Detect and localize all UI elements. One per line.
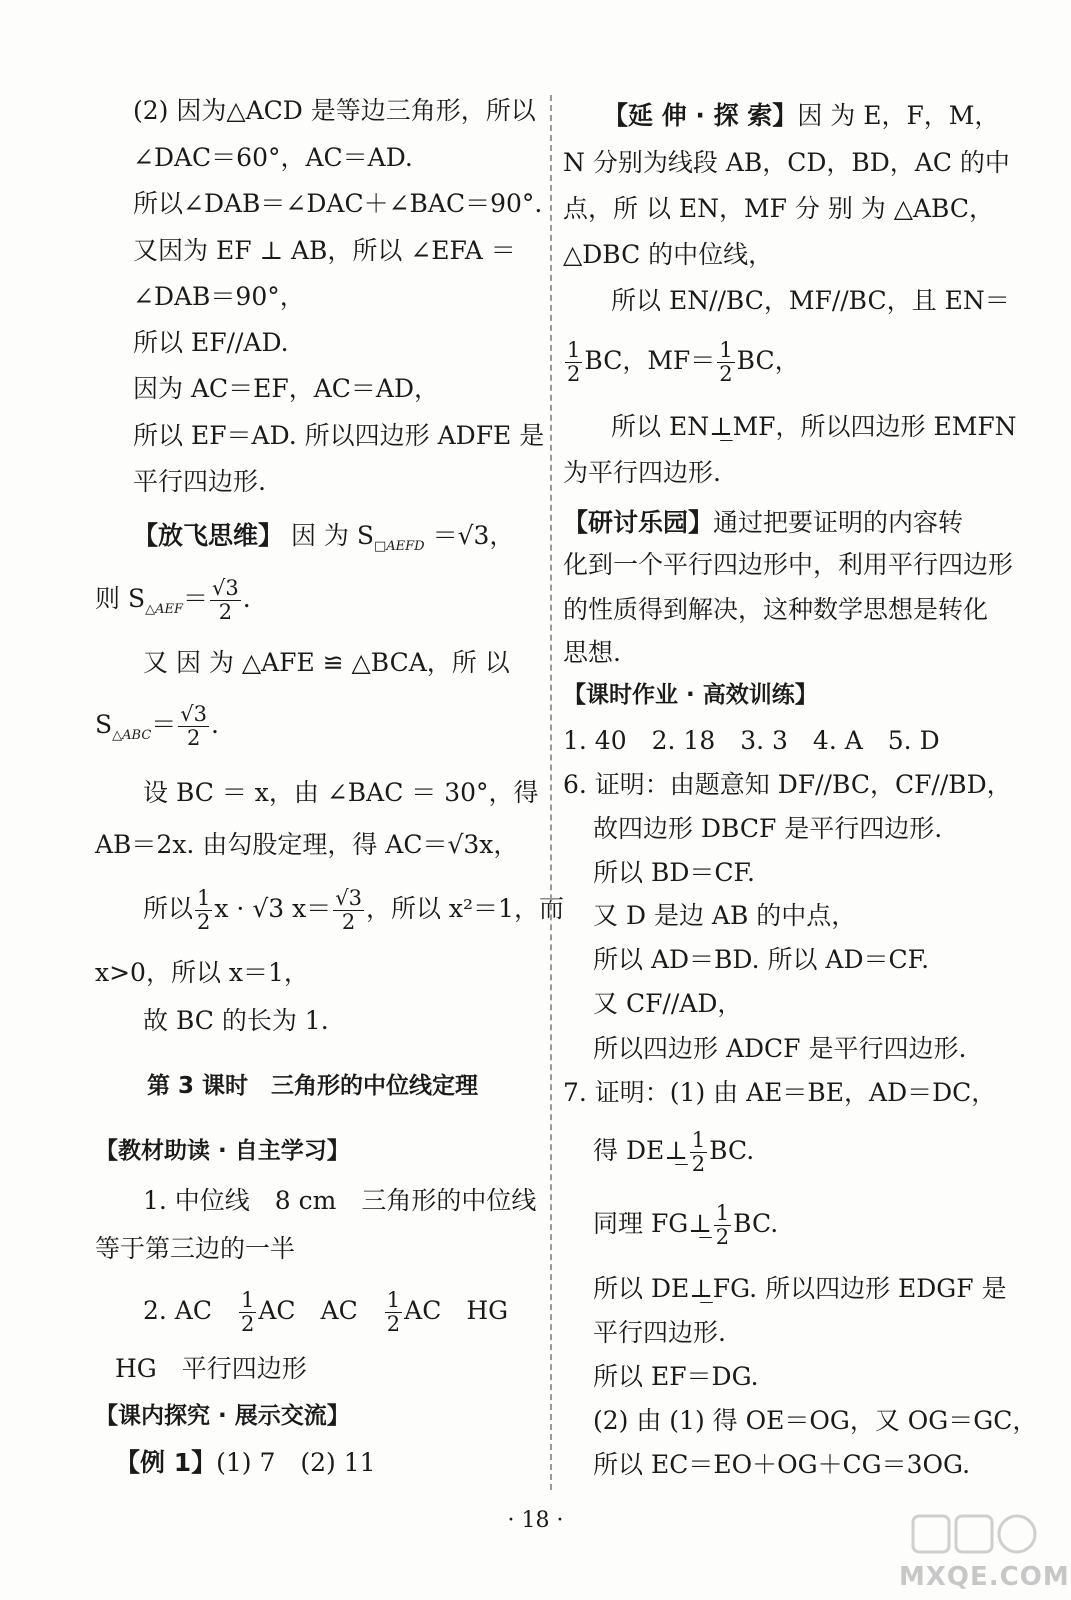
text-line: 因为 AC＝EF，AC＝AD，	[133, 374, 440, 403]
text-line: 所以 EF//AD.	[133, 328, 289, 357]
text-line: △DBC 的中位线，	[563, 240, 774, 269]
text-line: (2) 由 (1) 得 OE＝OG，又 OG＝GC，	[593, 1406, 1038, 1435]
text-span: 得 DE⊥̲	[593, 1136, 688, 1165]
denominator: 2	[567, 362, 581, 386]
fraction	[690, 1130, 707, 1175]
text-span: 所以	[143, 894, 194, 923]
text-line: 化到一个平行四边形中，利用平行四边形	[563, 550, 1014, 579]
numerator: 1	[241, 1288, 255, 1312]
text-line: 又 CF//AD，	[593, 989, 743, 1018]
text-line: (2) 因为△ACD 是等边三角形，所以	[133, 96, 536, 125]
example-line	[115, 1450, 376, 1475]
text-span: ＝	[182, 584, 208, 613]
subscript: △ABC	[112, 728, 152, 743]
denominator: 2	[218, 600, 233, 624]
text-line: HG 平行四边形	[115, 1354, 307, 1383]
text-span: 因 为 E，F，M，	[797, 101, 1000, 130]
text-line: 故四边形 DBCF 是平行四边形.	[593, 814, 943, 843]
watermark	[899, 1512, 1070, 1592]
text-span: S	[95, 710, 113, 739]
text-span: BC，MF＝	[584, 346, 716, 375]
numerator: 1	[197, 886, 211, 910]
denominator: 2	[719, 362, 733, 386]
text-line: 为平行四边形.	[563, 458, 721, 487]
text-span: .	[211, 710, 219, 739]
text-line: ∠DAB＝90°，	[133, 282, 305, 311]
text-line: 所以 DE⊥̲FG. 所以四边形 EDGF 是	[593, 1274, 1007, 1303]
yantao-line	[563, 510, 963, 535]
denominator: 2	[386, 1312, 401, 1336]
fraction	[333, 888, 364, 933]
text-line: 所以 AD＝BD. 所以 AD＝CF.	[593, 945, 930, 974]
text-line: 所以 BD＝CF.	[593, 858, 755, 887]
text-span: 2. AC	[143, 1296, 212, 1325]
text-line: x>0，所以 x＝1，	[95, 958, 309, 987]
watermark-text: MXQE.COM	[899, 1562, 1070, 1592]
text-span: BC，	[736, 346, 800, 375]
text-line: 又因为 EF ⊥ AB，所以 ∠EFA ＝	[133, 236, 516, 265]
fraction	[717, 340, 734, 385]
fraction	[195, 888, 212, 933]
text-line: 的性质得到解决，这种数学思想是转化	[563, 595, 989, 624]
math-line	[95, 704, 219, 749]
section-heading: 【课内探究 · 展示交流】	[95, 1403, 350, 1429]
text-line: 1. 中位线 8 cm 三角形的中位线	[143, 1186, 537, 1215]
text-line: 点，所 以 EN，MF 分 别 为 △ABC，	[563, 194, 994, 223]
fangfei-line	[133, 523, 514, 553]
denominator: 2	[241, 1312, 255, 1336]
text-line: 所以 EF＝DG.	[593, 1362, 759, 1391]
text-line: 所以 EN//BC，MF//BC，且 EN＝	[611, 286, 1010, 315]
fraction	[239, 1290, 256, 1335]
section-label: 【研讨乐园】	[563, 508, 714, 537]
text-span: AC AC	[258, 1296, 358, 1325]
numerator: √3	[180, 702, 208, 726]
text-line: 平行四边形.	[133, 467, 266, 496]
numerator: 1	[691, 1128, 706, 1152]
denominator: 2	[691, 1152, 706, 1176]
text-span: ＝	[151, 710, 177, 739]
section-label: 【延 伸 · 探 索】	[603, 101, 798, 130]
numerator: √3	[335, 886, 362, 910]
numerator: 1	[386, 1288, 401, 1312]
text-line: 所以 EF＝AD. 所以四边形 ADFE 是	[133, 421, 545, 450]
text-line: N 分别为线段 AB，CD，BD，AC 的中	[563, 148, 1010, 177]
text-line: 所以四边形 ADCF 是平行四边形.	[593, 1034, 967, 1063]
text-span: .	[242, 584, 251, 613]
math-line	[143, 1290, 508, 1335]
section-heading: 【教材助读 · 自主学习】	[95, 1138, 350, 1164]
math-line	[593, 1130, 754, 1175]
text-span: 则 S	[95, 584, 146, 613]
text-line: 7. 证明：(1) 由 AE＝BE，AD＝DC，	[563, 1078, 997, 1107]
text-line: AB＝2x. 由勾股定理，得 AC＝√3x，	[95, 830, 519, 859]
text-line: 设 BC ＝ x，由 ∠BAC ＝ 30°，得	[143, 778, 539, 807]
text-span: (1) 7 (2) 11	[216, 1448, 376, 1477]
numerator: 1	[567, 338, 581, 362]
fraction	[385, 1290, 402, 1335]
subscript: △AEF	[145, 602, 183, 617]
section-heading: 【课时作业 · 高效训练】	[563, 682, 818, 708]
fraction	[210, 578, 241, 623]
text-line: 故 BC 的长为 1.	[143, 1006, 329, 1035]
math-line	[95, 578, 251, 623]
lesson-title: 第 3 课时 三角形的中位线定理	[147, 1073, 479, 1099]
text-span: AC HG	[404, 1296, 509, 1325]
denominator: 2	[186, 726, 201, 750]
text-span: ，所以 x²＝1，而	[365, 894, 564, 923]
numerator: √3	[212, 576, 239, 600]
yanshen-line	[603, 103, 999, 128]
text-line: 又 D 是边 AB 的中点，	[593, 901, 857, 930]
text-line: 思想.	[563, 638, 621, 667]
column-divider	[550, 95, 552, 1490]
denominator: 2	[715, 1225, 730, 1249]
numerator: 1	[719, 338, 733, 362]
text-span: BC.	[709, 1136, 755, 1165]
answer-line: 1. 40 2. 18 3. 3 4. A 5. D	[563, 726, 940, 755]
text-line: ∠DAC＝60°，AC＝AD.	[133, 143, 413, 172]
text-line: 平行四边形.	[593, 1318, 726, 1347]
text-span: BC.	[733, 1209, 779, 1238]
denominator: 2	[341, 910, 356, 934]
fraction	[714, 1203, 731, 1248]
math-line	[143, 888, 564, 933]
math-line	[593, 1203, 778, 1248]
watermark-logo-icon	[911, 1512, 1037, 1556]
page-number: · 18 ·	[507, 1508, 564, 1533]
text-span: ＝√3，	[432, 521, 515, 550]
text-line: 又 因 为 △AFE ≌ △BCA，所 以	[143, 648, 510, 677]
text-span: x · √3 x＝	[214, 894, 332, 923]
denominator: 2	[197, 910, 211, 934]
example-label: 【例 1】	[115, 1448, 217, 1477]
math-line	[563, 340, 800, 385]
subscript: □AEFD	[374, 539, 425, 554]
fraction	[565, 340, 582, 385]
fraction	[178, 704, 209, 749]
text-span: 因 为 S	[290, 521, 374, 550]
text-span: 同理 FG⊥̲	[593, 1209, 712, 1238]
text-line: 所以 EC＝EO＋OG＋CG＝3OG.	[593, 1450, 971, 1479]
text-line: 6. 证明：由题意知 DF//BC，CF//BD，	[563, 770, 1012, 799]
text-span: 通过把要证明的内容转	[713, 508, 964, 537]
text-line: 所以 EN⊥̲MF，所以四边形 EMFN	[611, 412, 1017, 441]
numerator: 1	[715, 1201, 730, 1225]
text-line: 所以∠DAB＝∠DAC＋∠BAC＝90°.	[133, 189, 543, 218]
text-line: 等于第三边的一半	[95, 1234, 296, 1263]
section-label: 【放飞思维】	[133, 521, 284, 550]
